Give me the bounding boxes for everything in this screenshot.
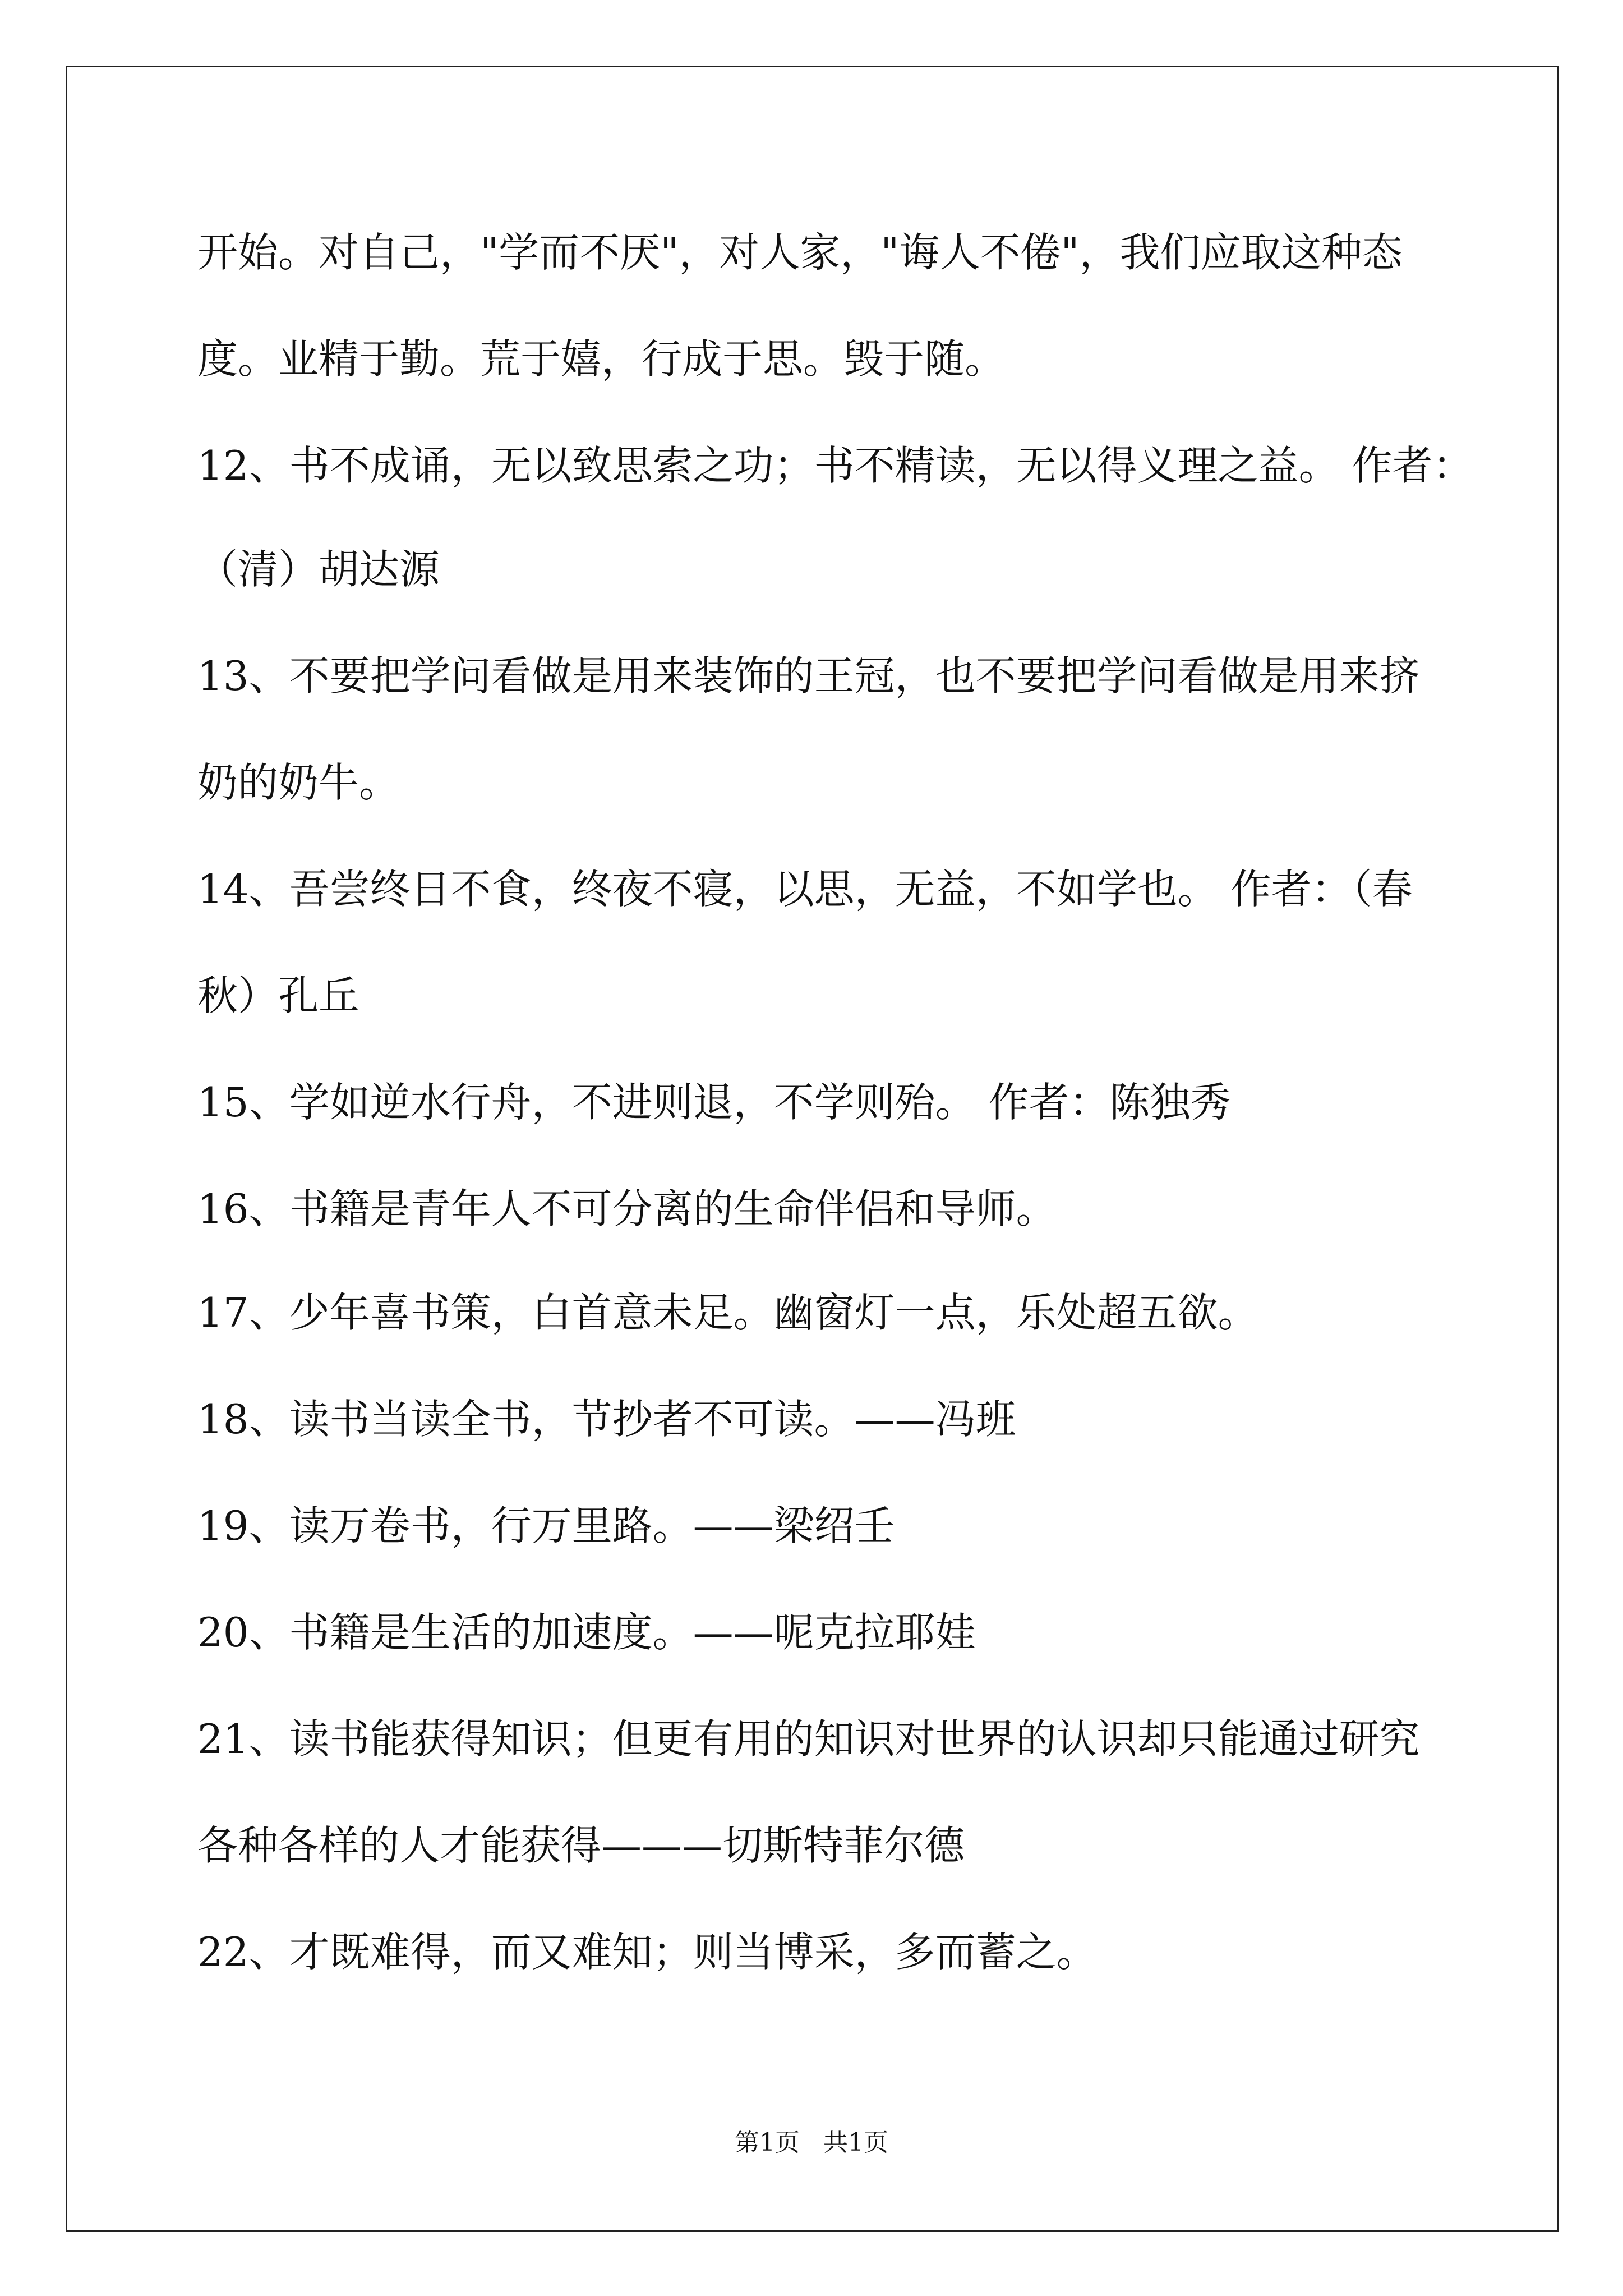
text-line-9: 15、学如逆水行舟，不进则退，不学则殆。 作者：陈独秀 xyxy=(197,1079,1231,1126)
text-line-5: 13、不要把学问看做是用来装饰的王冠，也不要把学问看做是用来挤 xyxy=(197,652,1420,700)
text-line-7: 14、吾尝终日不食，终夜不寝，以思，无益，不如学也。 作者：（春 xyxy=(197,866,1413,913)
page-border xyxy=(66,66,1559,2232)
text-line-8: 秋）孔丘 xyxy=(197,972,359,1019)
text-line-4: （清）胡达源 xyxy=(197,546,440,593)
text-line-15: 21、读书能获得知识；但更有用的知识对世界的认识却只能通过研究 xyxy=(197,1715,1420,1763)
text-line-2: 度。业精于勤。荒于嬉，行成于思。毁于随。 xyxy=(197,335,1006,383)
text-line-6: 奶的奶牛。 xyxy=(197,759,400,806)
text-line-12: 18、读书当读全书，节抄者不可读。——冯班 xyxy=(197,1396,1016,1443)
text-line-10: 16、书籍是青年人不可分离的生命伴侣和导师。 xyxy=(197,1185,1057,1232)
text-line-13: 19、读万卷书，行万里路。——梁绍壬 xyxy=(197,1502,895,1549)
text-line-3: 12、书不成诵，无以致思索之功；书不精读，无以得义理之益。 作者： xyxy=(197,442,1473,489)
text-line-16: 各种各样的人才能获得———切斯特菲尔德 xyxy=(197,1822,965,1869)
text-line-11: 17、少年喜书策，白首意未足。幽窗灯一点，乐处超五欲。 xyxy=(197,1289,1258,1336)
text-line-14: 20、书籍是生活的加速度。——呢克拉耶娃 xyxy=(197,1609,976,1656)
text-line-1: 开始。对自己，"学而不厌"，对人家，"诲人不倦"，我们应取这种态 xyxy=(197,229,1403,276)
page-number-footer: 第1页 共1页 xyxy=(735,2128,888,2157)
text-line-17: 22、才既难得，而又难知；则当博采，多而蓄之。 xyxy=(197,1929,1097,1976)
